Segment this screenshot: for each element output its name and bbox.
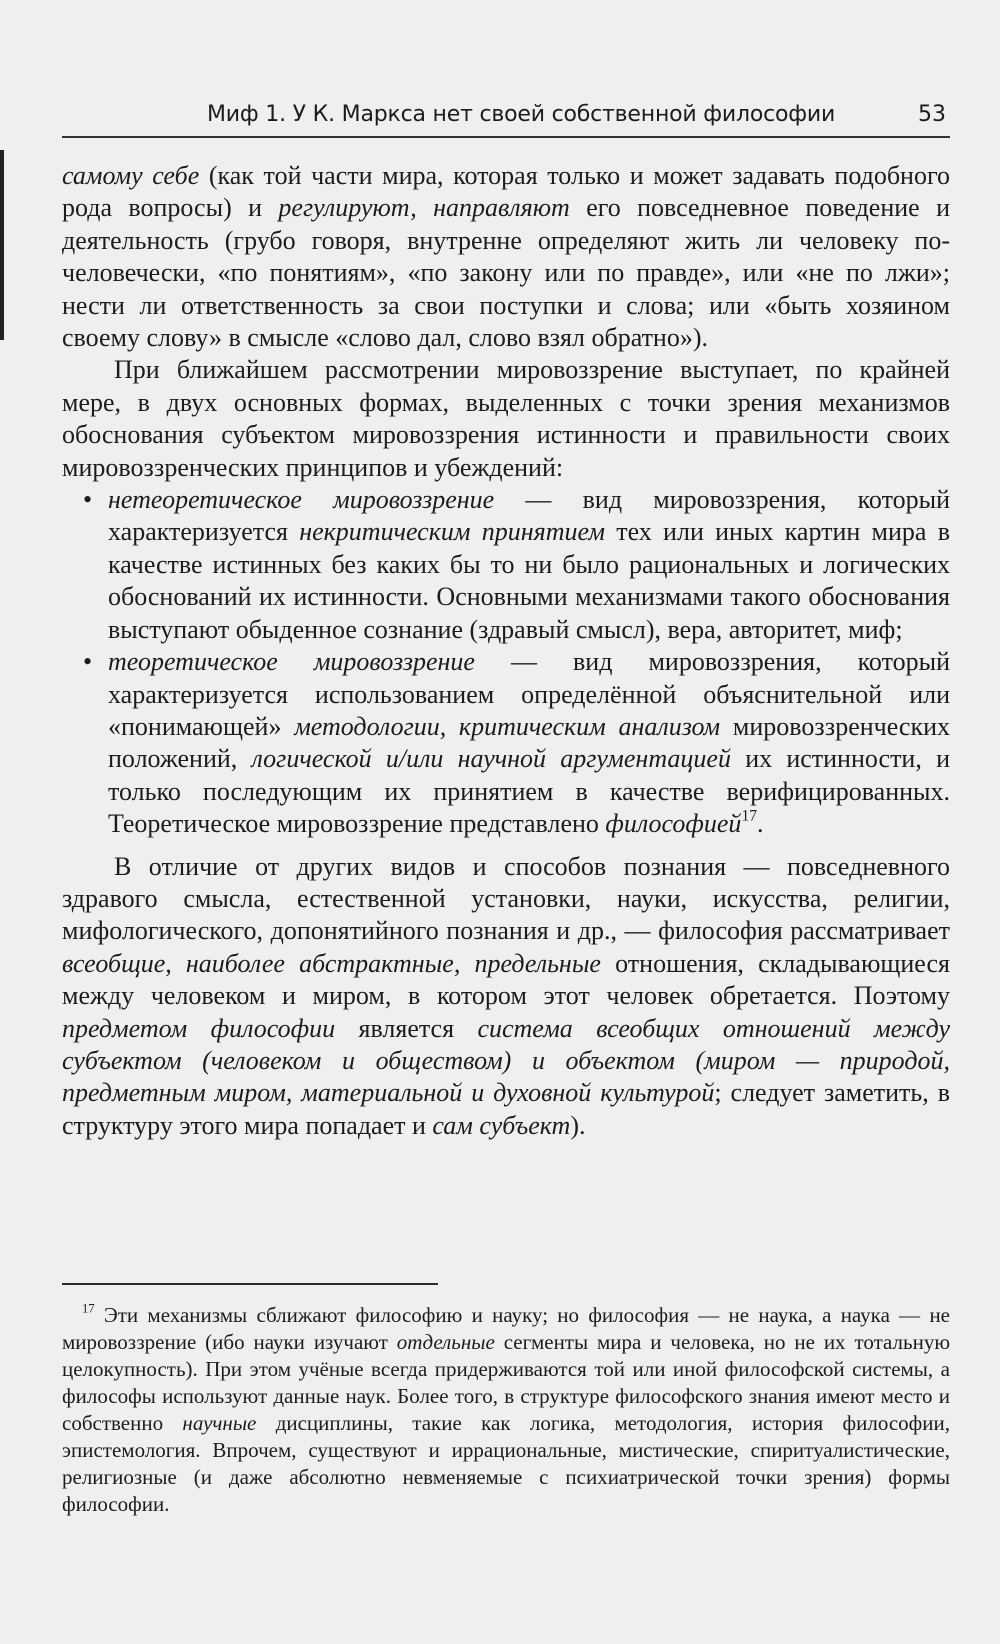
text-run: тех или иных картин мира в качестве истинных без каких бы то ни было рациональных и логических обоснований их истинности. Основными механизмами такого обоснования выступают обыденное сознание (здравый смысл), вера, авторитет, миф; <box>108 517 950 644</box>
text-run: ). <box>570 1110 586 1140</box>
footnote-17 <box>62 1302 950 1518</box>
text-run: дисциплины, такие как логика, методология, история философии, эпистемология. Впрочем, существуют и иррациональные, мистические, спиритуалистические, религиозные (и даже абсолютно невменяемые с психиатрической точки зрения) формы философии. <box>62 1411 951 1516</box>
text-run: ; следует заметить, в структуру этого мира попадает и <box>62 1078 950 1140</box>
text-run: Эти механизмы сближают философию и науку; но философия — не наука, а наука — не мировоззрение (ибо науки изучают <box>62 1303 950 1354</box>
page-number: 53 <box>918 102 946 127</box>
emphasis: предметом философии <box>62 1013 336 1043</box>
emphasis: философией <box>605 809 742 839</box>
emphasis: всеобщие, наиболее абстрактные, предельные <box>62 948 601 978</box>
emphasis: сам субъект <box>432 1110 571 1140</box>
text-run: мировоззренческих положений, <box>108 711 950 774</box>
running-title: Миф 1. У К. Маркса нет своей собственной философии <box>207 102 836 127</box>
emphasis: методологии, критическим анализом <box>294 711 721 741</box>
text-run: его повседневное поведение и деятельность (грубо говоря, внутренне определяют жить ли человеку по-человечески, «по понятиям», «по закону или по правде», или «не по лжи»; нести ли ответственность за свои поступки и слова; или «быть хозяином своему слову» в смысле «слово дал, слово взял обратно»). <box>62 193 951 353</box>
paragraph-worldview-forms: При ближайшем рассмотрении мировоззрение выступает, по крайней мере, в двух основных формах, выделенных с точки зрения механизмов обоснования субъектом мировоззрения истинности и правильности своих мировоззренческих принципов и убеждений: <box>62 355 950 482</box>
paragraph-spacer <box>62 841 950 851</box>
paragraph-philosophy-subject <box>62 851 950 1143</box>
footnote-reference: 17 <box>741 807 758 825</box>
emphasis: система всеобщих отношений между субъектом (человеком и обществом) и объектом (миром — природой, предметным миром, материальной и духовной культурой <box>62 1013 951 1108</box>
bullet-item-theoretical <box>62 646 950 840</box>
text-run: является <box>335 1013 478 1043</box>
page-edge-shadow <box>0 150 4 340</box>
text-run: сегменты мира и человека, но не их тотальную целокупность). При этом учёные всегда придерживаются той или иной философской системы, а философы используют данные наук. Более того, в структуре философского знания имеют место и собственно <box>62 1330 951 1435</box>
term: теоретическое мировоззрение <box>108 647 475 677</box>
emphasis: логической и/или научной аргументацией <box>251 744 731 774</box>
footnote-number: 17 <box>82 1301 95 1316</box>
paragraph-continuation <box>62 160 950 354</box>
emphasis: регулируют, направляют <box>278 193 570 223</box>
bullet-marker: • <box>83 485 93 515</box>
main-text <box>62 160 950 1142</box>
bullet-item-nontheoretical <box>62 484 950 646</box>
footnote-separator <box>62 1283 438 1285</box>
emphasis: научные <box>182 1411 257 1435</box>
bullet-marker: • <box>83 647 93 677</box>
text-run: В отличие от других видов и способов познания — повседневного здравого смысла, естественной установки, науки, искусства, религии, мифологического, допонятийного познания и др., — философия рассматривает <box>62 851 950 946</box>
term: нетеоретическое мировоззрение <box>108 485 495 515</box>
running-header <box>62 100 950 138</box>
text-run: — вид мировоззрения, который характеризуется <box>108 485 950 547</box>
text-run: их истинности, и только последующим их принятием в качестве верифицированных. Теоретическое мировоззрение представлено <box>108 744 950 839</box>
text-run: . <box>757 809 764 839</box>
text-run: (как той части мира, которая только и может задавать подобного рода вопросы) и <box>62 161 950 223</box>
emphasis: самому себе <box>62 161 200 190</box>
text-run: — вид мировоззрения, который характеризуется использованием определённой объяснительной или «понимающей» <box>108 647 950 741</box>
emphasis: некритическим принятием <box>299 517 605 547</box>
bullet-list <box>62 484 950 840</box>
text-run: отношения, складывающиеся между человеком и миром, в котором этот человек обретается. Поэтому <box>62 948 950 1011</box>
emphasis: отдельные <box>396 1330 495 1354</box>
